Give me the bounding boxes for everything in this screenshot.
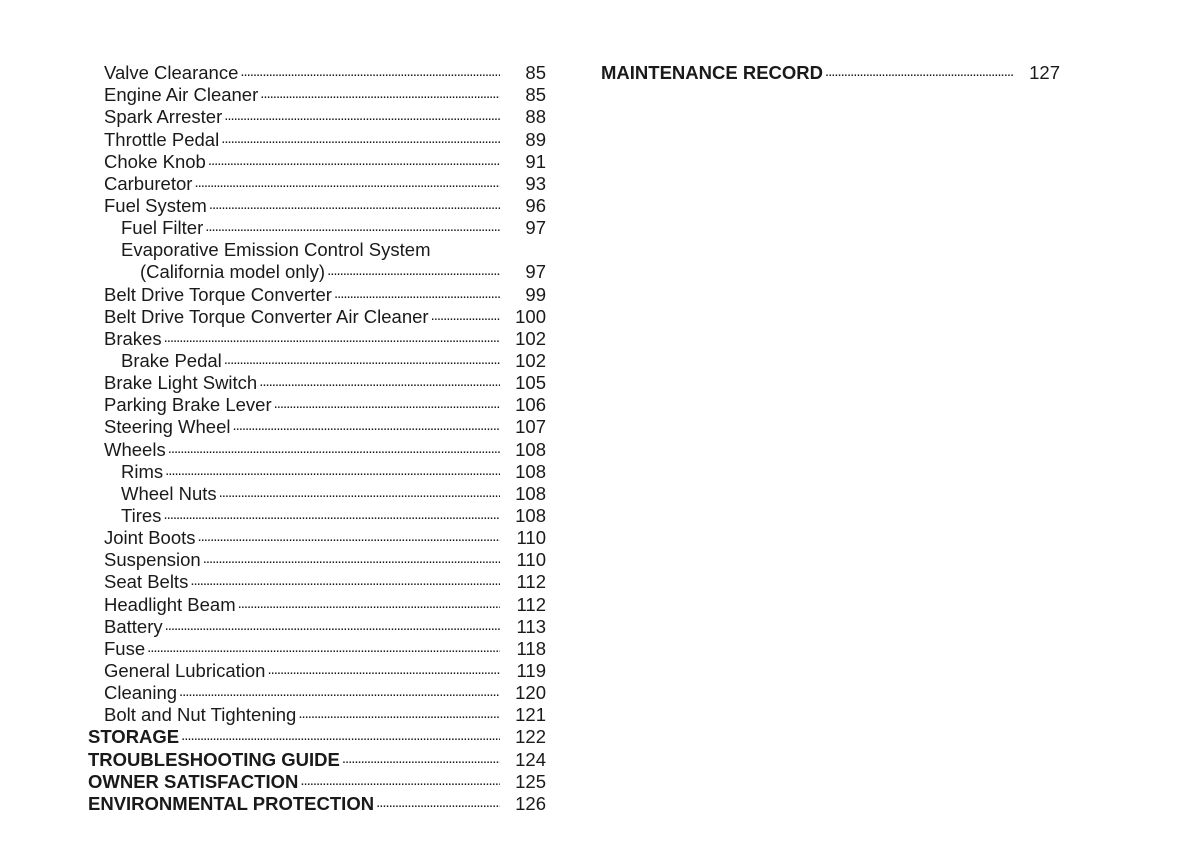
toc-entry-title: Fuel Filter bbox=[121, 217, 204, 239]
toc-entry-page-number: 112 bbox=[516, 593, 546, 615]
toc-entry-rims[interactable] bbox=[88, 461, 546, 483]
toc-entry-valve-clearance[interactable] bbox=[88, 62, 546, 84]
toc-dot-leader bbox=[208, 150, 500, 172]
toc-dot-leader bbox=[190, 570, 500, 592]
toc-entry-title: Choke Knob bbox=[104, 150, 206, 172]
toc-entry-page-number: 120 bbox=[515, 682, 546, 704]
toc-dot-leader bbox=[327, 260, 500, 282]
toc-dot-leader bbox=[267, 659, 500, 681]
toc-entry-tires[interactable] bbox=[88, 505, 546, 527]
toc-entry-headlight-beam[interactable] bbox=[88, 593, 546, 615]
toc-entry-brakes[interactable] bbox=[88, 328, 546, 350]
toc-entry-title: Cleaning bbox=[104, 682, 178, 704]
toc-entry-parking-brake-lever[interactable] bbox=[88, 394, 546, 416]
toc-dot-leader bbox=[232, 415, 500, 437]
toc-entry-title: Spark Arrester bbox=[104, 106, 223, 128]
toc-entry-page-number: 108 bbox=[515, 460, 546, 482]
toc-entry-page-number: 96 bbox=[525, 194, 546, 216]
toc-entry-environmental-protection[interactable] bbox=[88, 793, 546, 815]
toc-entry-page-number: 110 bbox=[516, 527, 546, 549]
toc-entry-page-number: 91 bbox=[525, 150, 546, 172]
toc-entry-page-number: 97 bbox=[525, 261, 546, 283]
toc-entry-suspension[interactable] bbox=[88, 549, 546, 571]
toc-entry-steering-wheel[interactable] bbox=[88, 416, 546, 438]
toc-dot-leader bbox=[298, 703, 500, 725]
toc-entry-title: TROUBLESHOOTING GUIDE bbox=[88, 748, 340, 770]
toc-dot-leader bbox=[219, 482, 500, 504]
toc-dot-leader bbox=[342, 748, 500, 770]
toc-dot-leader bbox=[259, 371, 500, 393]
toc-entry-page-number: 108 bbox=[515, 438, 546, 460]
toc-entry-title: Wheel Nuts bbox=[121, 482, 217, 504]
toc-entry-title: Rims bbox=[121, 460, 164, 482]
toc-dot-leader bbox=[221, 128, 500, 150]
toc-entry-owner-satisfaction[interactable] bbox=[88, 771, 546, 793]
toc-dot-leader bbox=[825, 61, 1014, 83]
toc-entry-page-number: 88 bbox=[525, 106, 546, 128]
toc-dot-leader bbox=[274, 393, 500, 415]
toc-entry-title: Belt Drive Torque Converter Air Cleaner bbox=[104, 305, 429, 327]
toc-entry-page-number: 121 bbox=[515, 704, 546, 726]
toc-entry-page-number: 122 bbox=[515, 726, 546, 748]
toc-entry-title: Fuse bbox=[104, 637, 146, 659]
toc-entry-page-number: 100 bbox=[515, 305, 546, 327]
toc-entry-page-number: 113 bbox=[516, 615, 546, 637]
toc-dot-leader bbox=[165, 460, 500, 482]
toc-entry-storage[interactable] bbox=[88, 726, 546, 748]
toc-entry-battery[interactable] bbox=[88, 616, 546, 638]
toc-entry-title: Evaporative Emission Control System bbox=[121, 239, 431, 261]
toc-dot-leader bbox=[198, 526, 500, 548]
toc-entry-title: Battery bbox=[104, 615, 163, 637]
toc-entry-page-number: 110 bbox=[516, 549, 546, 571]
toc-entry-page-number: 99 bbox=[525, 283, 546, 305]
toc-entry-page-number: 119 bbox=[516, 659, 546, 681]
toc-entry-joint-boots[interactable] bbox=[88, 527, 546, 549]
toc-entry-carburetor[interactable] bbox=[88, 173, 546, 195]
toc-entry-fuse[interactable] bbox=[88, 638, 546, 660]
toc-entry-bolt-and-nut-tightening[interactable] bbox=[88, 704, 546, 726]
toc-entry-page-number: 85 bbox=[525, 84, 546, 106]
toc-entry-title: Brakes bbox=[104, 327, 162, 349]
toc-entry-title: Carburetor bbox=[104, 172, 193, 194]
toc-dot-leader bbox=[300, 770, 500, 792]
toc-entry-choke-knob[interactable] bbox=[88, 151, 546, 173]
toc-dot-leader bbox=[164, 327, 500, 349]
toc-entry-page-number: 112 bbox=[516, 571, 546, 593]
toc-entry-title: Valve Clearance bbox=[104, 62, 239, 84]
toc-left-column bbox=[88, 62, 546, 815]
toc-dot-leader bbox=[240, 61, 500, 83]
toc-entry-title: (California model only) bbox=[140, 261, 326, 283]
toc-entry-page-number: 102 bbox=[515, 327, 546, 349]
toc-dot-leader bbox=[431, 305, 500, 327]
toc-entry-title: MAINTENANCE RECORD bbox=[601, 62, 823, 84]
toc-entry-title: Brake Light Switch bbox=[104, 372, 258, 394]
toc-dot-leader bbox=[165, 615, 500, 637]
toc-entry-title: Joint Boots bbox=[104, 527, 196, 549]
toc-entry-title: Wheels bbox=[104, 438, 166, 460]
toc-entry-page-number: 102 bbox=[515, 349, 546, 371]
toc-entry-title: Fuel System bbox=[104, 194, 207, 216]
toc-entry-brake-pedal[interactable] bbox=[88, 350, 546, 372]
toc-entry-page-number: 85 bbox=[525, 62, 546, 84]
toc-entry-page-number: 108 bbox=[515, 504, 546, 526]
toc-entry-troubleshooting-guide[interactable] bbox=[88, 748, 546, 770]
toc-entry-seat-belts[interactable] bbox=[88, 571, 546, 593]
toc-entry-title: OWNER SATISFACTION bbox=[88, 770, 299, 792]
toc-dot-leader bbox=[147, 637, 500, 659]
toc-entry-cleaning[interactable] bbox=[88, 682, 546, 704]
toc-entry-title: Parking Brake Lever bbox=[104, 394, 272, 416]
toc-dot-leader bbox=[168, 438, 500, 460]
toc-dot-leader bbox=[181, 725, 500, 747]
toc-entry-page-number: 108 bbox=[515, 482, 546, 504]
toc-entry-title: Engine Air Cleaner bbox=[104, 84, 259, 106]
toc-dot-leader bbox=[203, 548, 500, 570]
toc-dot-leader bbox=[209, 194, 500, 216]
toc-entry-page-number: 126 bbox=[515, 792, 546, 814]
toc-dot-leader bbox=[260, 83, 500, 105]
toc-entry-maintenance-record[interactable] bbox=[601, 62, 1060, 84]
toc-entry-title: Seat Belts bbox=[104, 571, 189, 593]
toc-entry-title: Throttle Pedal bbox=[104, 128, 220, 150]
toc-dot-leader bbox=[205, 216, 500, 238]
toc-entry-wheels[interactable] bbox=[88, 438, 546, 460]
toc-dot-leader bbox=[238, 593, 500, 615]
toc-entry-spark-arrester[interactable] bbox=[88, 106, 546, 128]
toc-entry-california-model-only[interactable] bbox=[88, 261, 546, 283]
toc-entry-page-number: 118 bbox=[516, 637, 546, 659]
toc-entry-page-number: 106 bbox=[515, 394, 546, 416]
toc-entry-belt-drive-torque-converter-air-cleaner[interactable] bbox=[88, 306, 546, 328]
toc-entry-title: Bolt and Nut Tightening bbox=[104, 704, 297, 726]
toc-entry-title: Tires bbox=[121, 504, 162, 526]
toc-entry-engine-air-cleaner[interactable] bbox=[88, 84, 546, 106]
toc-dot-leader bbox=[194, 172, 500, 194]
toc-entry-title: Suspension bbox=[104, 549, 201, 571]
toc-dot-leader bbox=[163, 504, 500, 526]
toc-entry-page-number: 125 bbox=[515, 770, 546, 792]
toc-dot-leader bbox=[376, 792, 500, 814]
toc-dot-leader bbox=[179, 681, 500, 703]
toc-entry-throttle-pedal[interactable] bbox=[88, 128, 546, 150]
toc-entry-title: General Lubrication bbox=[104, 659, 266, 681]
toc-entry-page-number: 89 bbox=[525, 128, 546, 150]
toc-entry-general-lubrication[interactable] bbox=[88, 660, 546, 682]
toc-dot-leader bbox=[334, 283, 500, 305]
toc-entry-page-number: 93 bbox=[525, 172, 546, 194]
toc-entry-evaporative-emission-control-system[interactable] bbox=[88, 239, 546, 261]
toc-entry-belt-drive-torque-converter[interactable] bbox=[88, 283, 546, 305]
toc-entry-fuel-system[interactable] bbox=[88, 195, 546, 217]
toc-entry-page-number: 97 bbox=[525, 217, 546, 239]
toc-entry-title: Steering Wheel bbox=[104, 416, 231, 438]
toc-entry-page-number: 124 bbox=[515, 748, 546, 770]
toc-entry-fuel-filter[interactable] bbox=[88, 217, 546, 239]
toc-entry-title: ENVIRONMENTAL PROTECTION bbox=[88, 792, 375, 814]
toc-entry-title: Brake Pedal bbox=[121, 349, 222, 371]
toc-entry-title: Headlight Beam bbox=[104, 593, 236, 615]
toc-entry-title: STORAGE bbox=[88, 726, 180, 748]
toc-entry-page-number: 127 bbox=[1029, 62, 1060, 84]
toc-entry-page-number: 105 bbox=[515, 372, 546, 394]
toc-dot-leader bbox=[224, 105, 500, 127]
toc-dot-leader bbox=[224, 349, 500, 371]
toc-entry-page-number: 107 bbox=[515, 416, 546, 438]
toc-entry-wheel-nuts[interactable] bbox=[88, 483, 546, 505]
toc-entry-title: Belt Drive Torque Converter bbox=[104, 283, 332, 305]
toc-right-column bbox=[601, 62, 1060, 84]
toc-entry-brake-light-switch[interactable] bbox=[88, 372, 546, 394]
